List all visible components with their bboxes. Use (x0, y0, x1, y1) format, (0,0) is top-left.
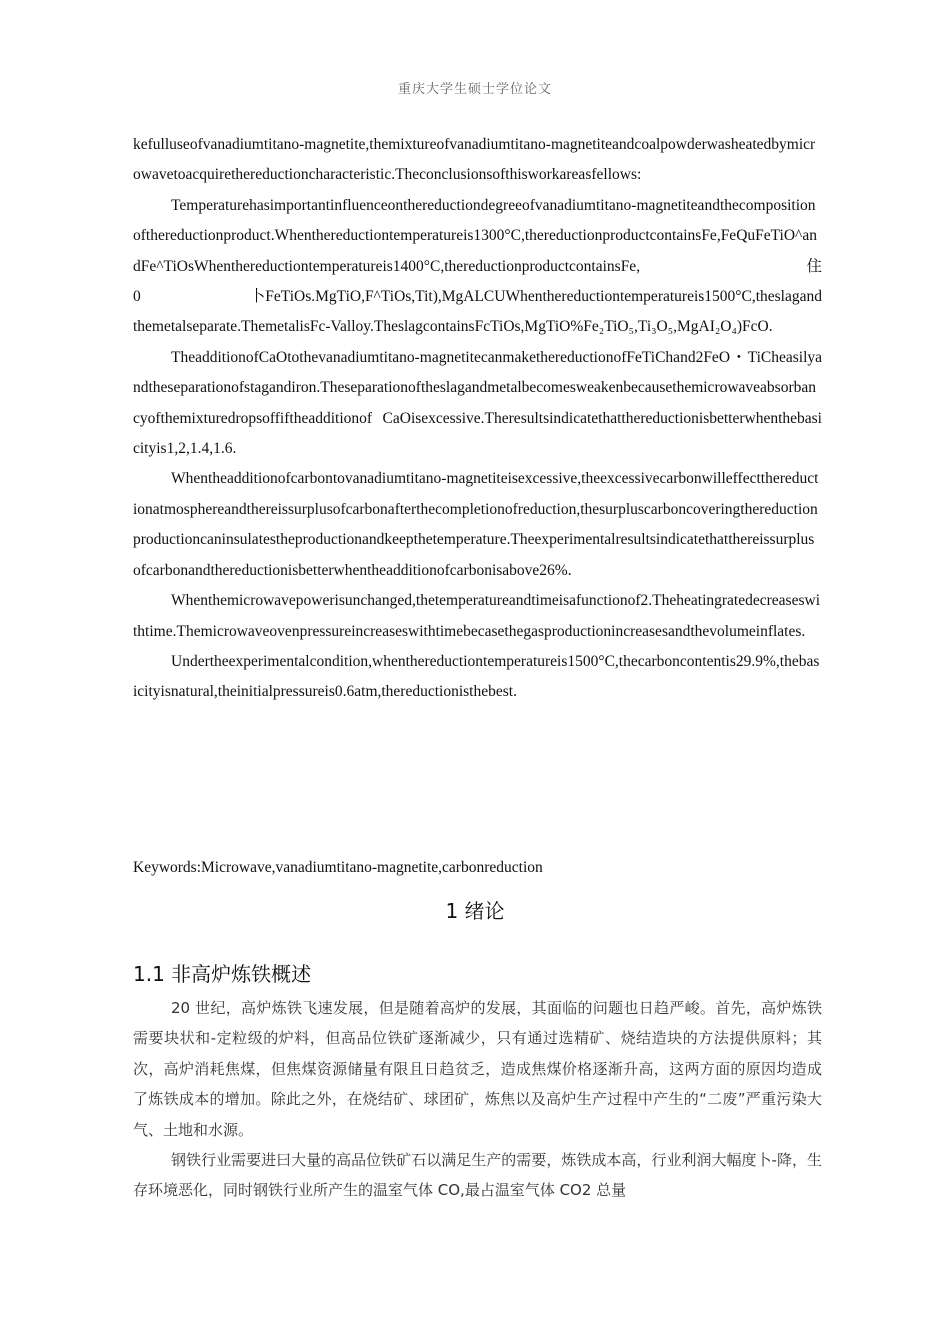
abstract-paragraph: Whentheadditionofcarbontovanadiumtitano-magnetiteisexcessive,theexcessivecarbonwilleffectthereductionatmosphereandthereissurplusofcarbonafterthecompletionofreduction,thesurpluscarboncoveringthereductionproductioncaninsulatestheproductionandkeepthetemperature.Theexperimentalresultsindicatethatthereissurplusofcarbonandthereductionisbetterwhentheadditionofcarbonisabove26%. (133, 470, 819, 579)
abstract-paragraph: TheadditionofCaOtothevanadiumtitano-magnetitecanmakethereductionofFeTiChand2FeO・TiCheasilyandtheseparationofstagandiron.Theseparationoftheslagandmetalbecomesweakenbecausethemicrowaveabsorbancyofthemixturedropsoffiftheadditionof CaOisexcessive.Theresultsindicatethatthereductionisbetterwhenthebasicityis1,2,1.4,1.6. (133, 348, 822, 458)
section-body (133, 993, 822, 1206)
running-header: 重庆大学生硕士学位论文 (397, 81, 552, 96)
body-paragraph: 钢铁行业需要进曰大量的高品位铁矿石以满足生产的需要，炼铁成本高，行业利润大幅度卜-降，生存环境恶化，同时钢铁行业所产生的温室气体 CO,最占温室气体 CO2 总量 (133, 1151, 822, 1200)
keywords-line: Keywords:Microwave,vanadiumtitano-magnetite,carbonreduction (133, 859, 543, 876)
abstract-paragraph: Temperaturehasimportantinfluenceonthereductiondegreeofvanadiumtitano-magnetiteandthecompositionofthereductionproduct.Whenthereductiontemperatureis1300°C,thereductionproductcontainsFe,FeQuFeTiO^andFe^TiOsWhenthereductiontemperatureis1400°C,thereductionproductcontainsFe, 住 0 卜FeTiOs.MgTiO,F^TiOs,Tit),MgALCUWhenthereductiontemperatureis1500°C,theslagandthemetalseparate.ThemetalisFc-Valloy.TheslagcontainsFcTiOs,MgTiO%Fe₂TiO₅,Ti₃O₅,MgAI₂O₄)FcO. (133, 196, 931, 336)
chapter-title: 1 绪论 (445, 899, 505, 923)
section-title: 1.1 非高炉炼铁概述 (133, 962, 312, 986)
english-abstract (133, 130, 931, 708)
abstract-paragraph: Undertheexperimentalcondition,whenthereductiontemperatureis1500°C,thecarboncontentis29.9%,thebasicityisnatural,theinitialpressureis0.6atm,thereductionisthebest. (133, 652, 820, 701)
abstract-paragraph: Whenthemicrowavepowerisunchanged,thetemperatureandtimeisafunctionof2.Theheatingratedecreaseswithtime.Themicrowaveovenpressureincreaseswithtimebecasethegasproductionincreasesandthevolumeinflates. (133, 592, 820, 640)
abstract-paragraph: kefulluseofvanadiumtitano-magnetite,themixtureofvanadiumtitano-magnetiteandcoalpowderwasheatedbymicrowavetoacquirethereductioncharacteristic.Theconclusionsofthisworkareasfellows: (133, 136, 816, 184)
body-paragraph: 20 世纪，高炉炼铁飞速发展，但是随着高炉的发展，其面临的问题也日趋严峻。首先，高炉炼铁需要块状和-定粒级的炉料，但高品位铁矿逐渐减少，只有通过选精矿、烧结造块的方法提供原料；其次，高炉消耗焦煤，但焦煤资源储量有限且日趋贫乏，造成焦煤价格逐渐升高，这两方面的原因均造成了炼铁成本的增加。除此之外，在烧结矿、球团矿，炼焦以及高炉生产过程中产生的“二废”严重污染大气、土地和水源。 (133, 999, 822, 1139)
